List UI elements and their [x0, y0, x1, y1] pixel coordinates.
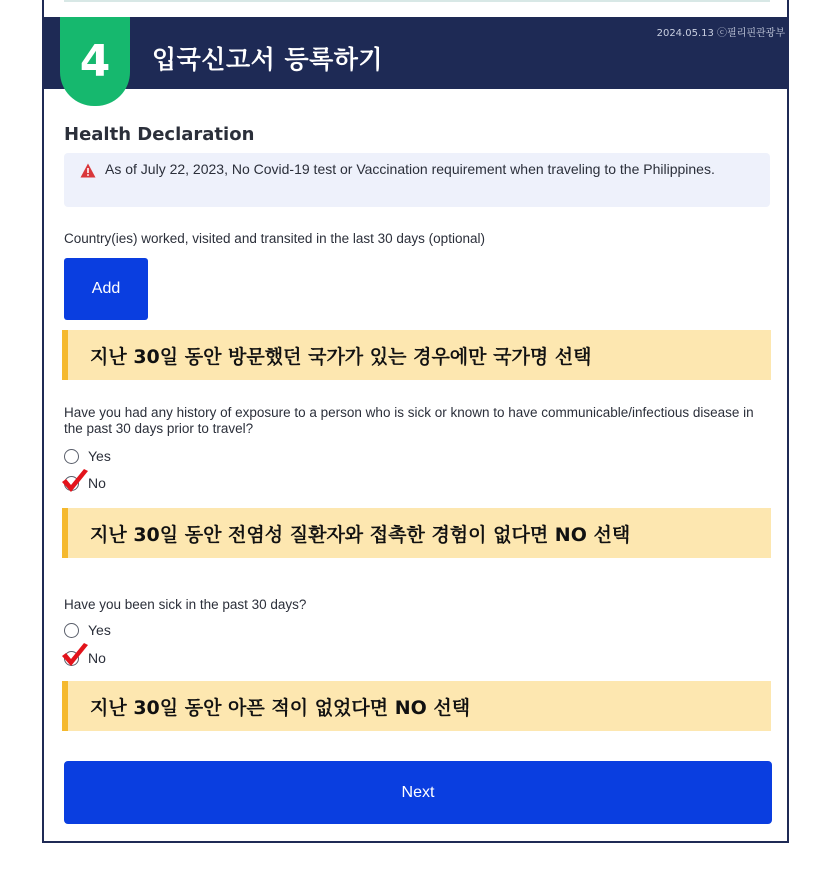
note-countries: 지난 30일 동안 방문했던 국가가 있는 경우에만 국가명 선택	[62, 330, 771, 380]
sick-question: Have you been sick in the past 30 days?	[64, 597, 307, 612]
radio-button[interactable]	[64, 449, 79, 464]
note-exposure: 지난 30일 동안 전염성 질환자와 접촉한 경험이 없다면 NO 선택	[62, 508, 771, 558]
next-button[interactable]: Next	[64, 761, 772, 824]
exposure-option-yes[interactable]	[64, 448, 111, 464]
radio-label: No	[88, 475, 106, 491]
radio-label: Yes	[88, 448, 111, 464]
banner-title: 입국신고서 등록하기	[152, 45, 384, 74]
red-check-icon	[60, 468, 90, 496]
radio-button[interactable]	[64, 623, 79, 638]
section-title: Health Declaration	[64, 124, 255, 145]
step-number-badge: 4	[60, 17, 130, 106]
countries-label: Country(ies) worked, visited and transited in the last 30 days (optional)	[64, 231, 485, 246]
copyright-stamp: 2024.05.13 ⓒ필리핀관광부	[656, 28, 785, 39]
info-alert	[64, 153, 770, 207]
sick-option-yes[interactable]	[64, 622, 111, 638]
alert-text: As of July 22, 2023, No Covid-19 test or Vaccination requirement when traveling to the Philippines.	[105, 161, 715, 177]
add-country-button[interactable]: Add	[64, 258, 148, 320]
radio-label: No	[88, 650, 106, 666]
exposure-question: Have you had any history of exposure to a person who is sick or known to have communicable/infectious disease in the past 30 days prior to travel?	[64, 405, 754, 436]
note-sick: 지난 30일 동안 아픈 적이 없었다면 NO 선택	[62, 681, 771, 731]
radio-label: Yes	[88, 622, 111, 638]
warning-icon	[80, 163, 96, 178]
red-check-icon	[60, 642, 90, 670]
